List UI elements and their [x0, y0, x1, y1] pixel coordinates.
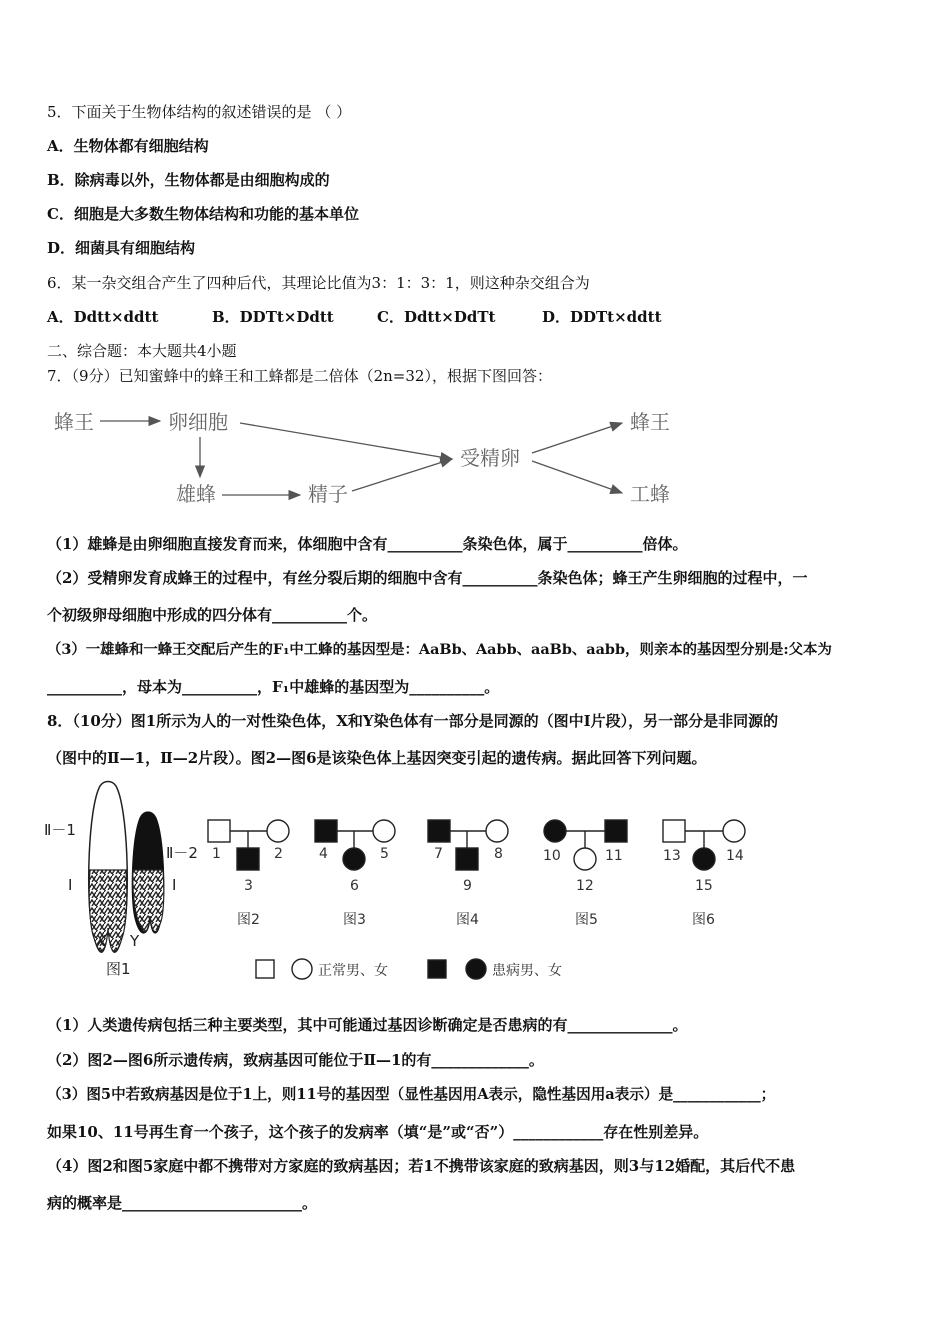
legend-normal-label: 正常男、女	[318, 963, 388, 979]
pedigree-fig4	[428, 820, 508, 870]
x-chromosome	[89, 782, 128, 953]
q8-part2: （2）图2—图6所示遗传病，致病基因可能位于Ⅱ—1的有_____________。	[47, 1051, 544, 1069]
label-n15: 15	[695, 878, 713, 894]
q7-part3-line2: __________，母本为__________，F₁中雄蜂的基因型为__________。	[47, 678, 500, 696]
q6-option-a: A．Ddtt×ddtt	[47, 308, 159, 326]
label-n4: 4	[319, 846, 328, 862]
label-n7: 7	[434, 846, 443, 862]
label-n13: 13	[663, 848, 681, 864]
q6-option-c: C．Ddtt×DdTt	[377, 308, 496, 326]
q8-part3-line2: 如果10、11号再生育一个孩子，这个孩子的发病率（填“是”或“否”）____________存在性别差异。	[47, 1123, 709, 1141]
q5-stem: 5．下面关于生物体结构的叙述错误的是 （ ）	[47, 103, 352, 121]
y-chromosome	[132, 812, 164, 933]
caption-fig2: 图2	[237, 912, 260, 928]
q7-part2-line1: （2）受精卵发育成蜂王的过程中，有丝分裂后期的细胞中含有__________条染色体；蜂王产生卵细胞的过程中，一	[47, 569, 808, 587]
q8-part3-line1: （3）图5中若致病基因是位于1上，则11号的基因型（显性基因用A表示，隐性基因用a表示）是____________；	[47, 1086, 776, 1103]
caption-fig5: 图5	[575, 912, 598, 928]
legend-affected-female	[466, 959, 486, 979]
diagram-zygote: 受精卵	[460, 446, 520, 470]
q8-stem-line1: 8．（10分）图1所示为人的一对性染色体，X和Y染色体有一部分是同源的（图中Ⅰ片段），另一部分是非同源的	[47, 712, 779, 730]
label-n2: 2	[274, 846, 283, 862]
label-i-x: Ⅰ	[68, 876, 73, 894]
caption-fig3: 图3	[343, 912, 366, 928]
label-n12: 12	[576, 878, 594, 894]
q8-part4-line2: 病的概率是________________________。	[47, 1194, 318, 1212]
q8-stem-line2: （图中的Ⅱ—1，Ⅱ—2片段）。图2—图6是该染色体上基因突变引起的遗传病。据此回答下列问题。	[47, 749, 707, 767]
legend-affected-male	[428, 960, 446, 978]
caption-fig6: 图6	[692, 912, 715, 928]
q8-part1: （1）人类遗传病包括三种主要类型，其中可能通过基因诊断确定是否患病的有______________。	[47, 1016, 688, 1034]
legend-normal-female	[292, 959, 312, 979]
pedigree-fig3	[315, 820, 395, 870]
label-n10: 10	[543, 848, 561, 864]
q5-option-a: A．生物体都有细胞结构	[47, 137, 209, 155]
q5-option-b: B．除病毒以外，生物体都是由细胞构成的	[47, 171, 330, 189]
label-n14: 14	[726, 848, 744, 864]
diagram-drone: 雄蜂	[176, 482, 216, 506]
q7-part2-line2: 个初级卵母细胞中形成的四分体有__________个。	[47, 606, 378, 624]
diagram-sperm: 精子	[308, 482, 348, 506]
bee-reproduction-diagram	[40, 395, 700, 515]
q5-option-d: D．细菌具有细胞结构	[47, 239, 196, 257]
label-i-y: Ⅰ	[172, 876, 177, 894]
q7-stem: 7．（9分）已知蜜蜂中的蜂王和工蜂都是二倍体（2n=32），根据下图回答：	[47, 367, 552, 385]
legend-affected-label: 患病男、女	[492, 963, 562, 979]
section-heading: 二、综合题：本大题共4小题	[47, 342, 237, 360]
q8-part4-line1: （4）图2和图5家庭中都不携带对方家庭的致病基因；若1不携带该家庭的致病基因，则3与12婚配，其后代不患	[47, 1157, 796, 1175]
label-n5: 5	[380, 846, 389, 862]
label-n11: 11	[605, 848, 623, 864]
caption-fig1: 图1	[106, 960, 131, 978]
pedigree-fig2	[208, 820, 289, 870]
diagram-queen-offspring: 蜂王	[630, 410, 670, 434]
label-n6: 6	[350, 878, 359, 894]
q7-part1: （1）雄蜂是由卵细胞直接发育而来，体细胞中含有__________条染色体，属于__________倍体。	[47, 535, 688, 553]
q6-option-b: B．DDTt×Ddtt	[212, 308, 334, 326]
label-n3: 3	[244, 878, 253, 894]
arrow-zygote-to-worker	[532, 461, 622, 493]
q6-stem: 6．某一杂交组合产生了四种后代，其理论比值为3：1：3：1，则这种杂交组合为	[47, 274, 590, 292]
label-ii-1: Ⅱ－1	[44, 821, 76, 839]
diagram-worker: 工蜂	[630, 482, 670, 506]
label-n9: 9	[463, 878, 472, 894]
label-x: X	[96, 932, 107, 950]
label-y: Y	[130, 932, 140, 950]
q5-option-c: C．细胞是大多数生物体结构和功能的基本单位	[47, 205, 359, 223]
label-n1: 1	[212, 846, 221, 862]
caption-fig4: 图4	[456, 912, 479, 928]
arrow-zygote-to-queen	[532, 423, 622, 453]
arrow-sperm-to-zygote	[352, 459, 452, 491]
label-n8: 8	[494, 846, 503, 862]
legend-normal-male	[256, 960, 274, 978]
chromosome-pedigree-figure	[40, 778, 770, 988]
diagram-queen-parent: 蜂王	[54, 410, 94, 434]
arrow-egg-to-zygote	[240, 423, 452, 459]
diagram-egg-cell: 卵细胞	[168, 410, 228, 434]
q7-part3-line1: （3）一雄蜂和一蜂王交配后产生的F₁中工蜂的基因型是：AaBb、Aabb、aaBb、aabb，则亲本的基因型分别是:父本为	[47, 641, 832, 658]
q6-option-d: D．DDTt×ddtt	[542, 308, 662, 326]
label-ii-2: Ⅱ－2	[166, 844, 198, 862]
